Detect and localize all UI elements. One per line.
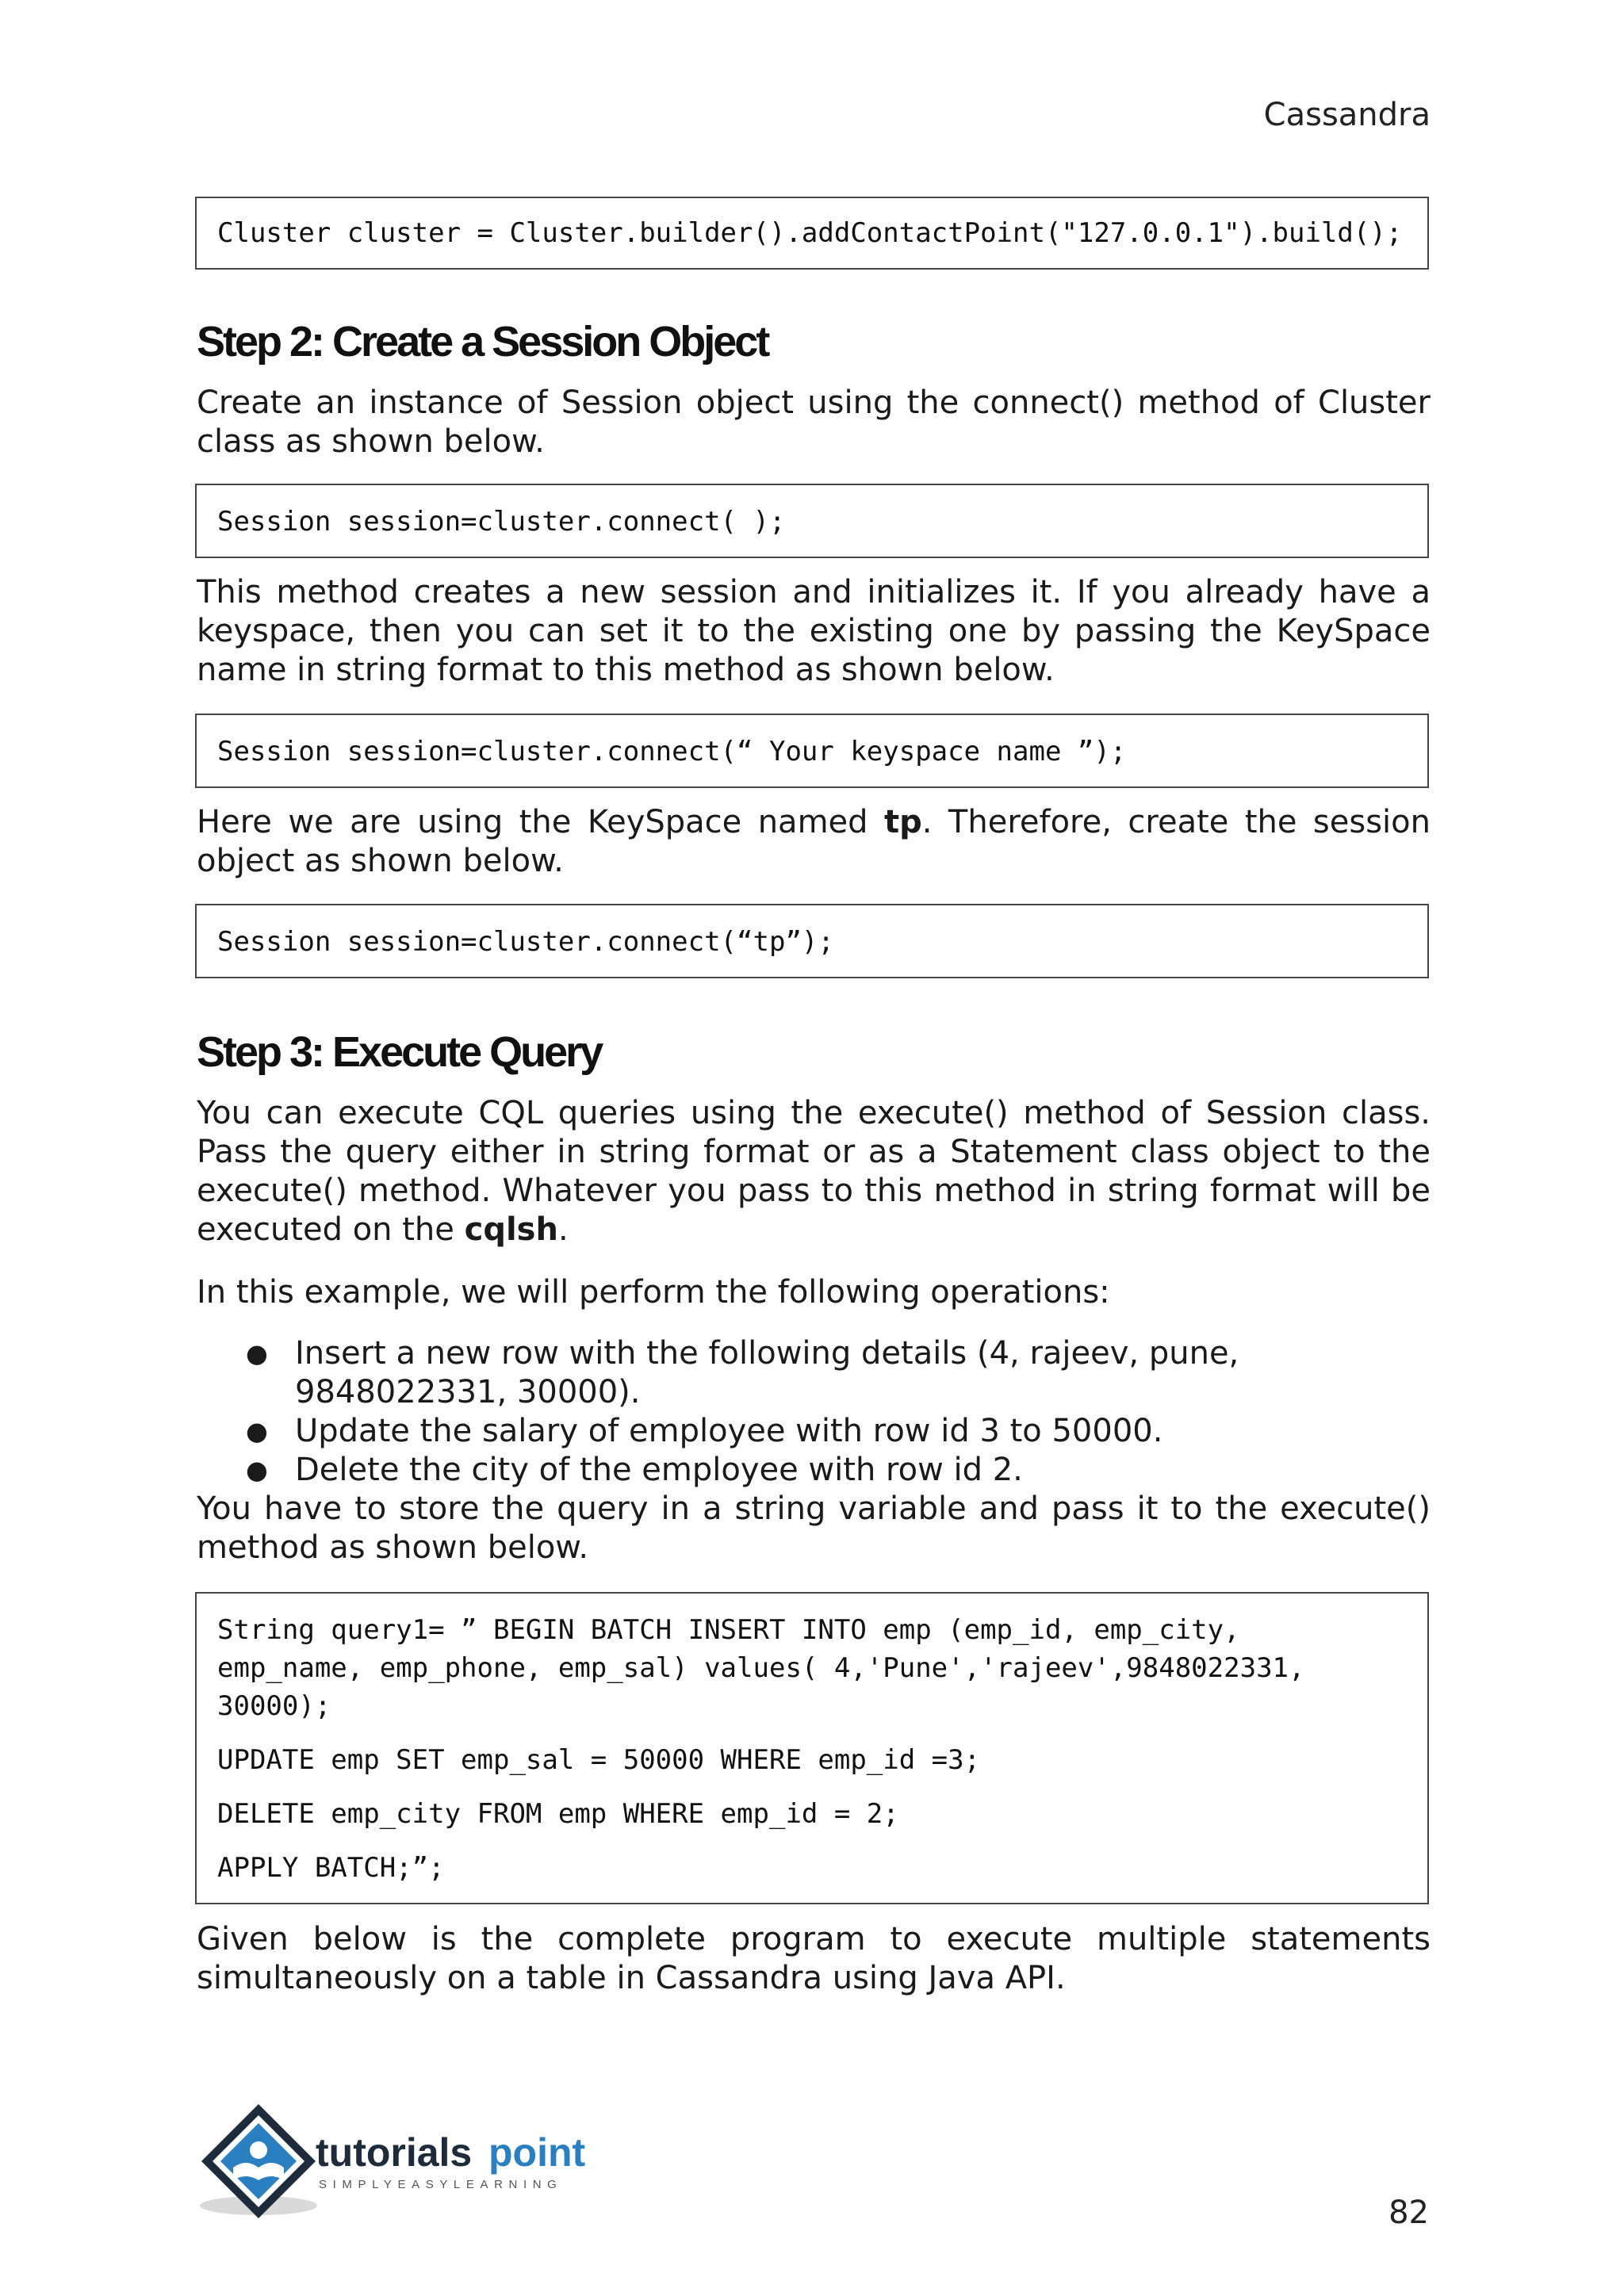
bullet-icon: ● xyxy=(246,1416,268,1446)
page-number: 82 xyxy=(1388,2195,1429,2231)
paragraph-keyspace xyxy=(197,803,1431,881)
code-block-session xyxy=(195,484,1429,558)
list-item-text: Update the salary of employee with row id 3 to 50000. xyxy=(295,1413,1163,1449)
code-block-cluster xyxy=(195,197,1429,270)
logo-word-tutorials: tutorials xyxy=(316,2130,473,2175)
code-line: Cluster cluster = Cluster.builder().addContactPoint("127.0.0.1").build(); xyxy=(217,217,1403,249)
operations-list xyxy=(197,1334,1431,1490)
code-line: Session session=cluster.connect(“tp”); xyxy=(217,926,834,958)
list-item-text: Delete the city of the employee with row id 2. xyxy=(295,1452,1023,1488)
step3-intro-text: You can execute CQL queries using the execute() method of Session class. Pass the query either in string format or as a Statement class object to the execute() method. Whatever you pass to this method in string format will be executed on the xyxy=(197,1095,1431,1248)
logo-head-icon xyxy=(250,2141,267,2159)
code-line: Session session=cluster.connect(“ Your keyspace name ”); xyxy=(217,736,1127,767)
paragraph-final: Given below is the complete program to execute multiple statements simultaneously on a table in Cassandra using Java API. xyxy=(197,1921,1431,1996)
list-item xyxy=(197,1412,1431,1451)
section-heading-step3: Step 3: Execute Query xyxy=(197,1028,602,1076)
paragraph-keyspace-text-end: . Therefore, create the session object as shown below. xyxy=(197,804,1431,879)
code-block-keyspace xyxy=(195,714,1429,788)
code-line: UPDATE emp SET emp_sal = 50000 WHERE emp_id =3; xyxy=(217,1744,981,1776)
paragraph-step2-intro: Create an instance of Session object using the connect() method of Cluster class as shown below. xyxy=(197,385,1431,460)
logo-word-point: point xyxy=(488,2130,586,2175)
code-line: DELETE emp_city FROM emp WHERE emp_id = 2; xyxy=(217,1798,899,1830)
cqlsh-term: cqlsh xyxy=(464,1211,558,1248)
list-item-text: Insert a new row with the following details (4, rajeev, pune, 9848022331, 30000). xyxy=(295,1335,1239,1410)
code-block-batch xyxy=(195,1592,1429,1904)
code-block-session-tp xyxy=(195,904,1429,978)
code-line: String query1= ” BEGIN BATCH INSERT INTO emp (emp_id, emp_city, xyxy=(217,1614,1240,1646)
code-line: 30000); xyxy=(217,1690,331,1722)
bullet-icon: ● xyxy=(246,1338,268,1368)
list-item xyxy=(197,1451,1431,1490)
keyspace-name: tp xyxy=(884,804,922,840)
bullet-icon: ● xyxy=(246,1455,268,1485)
section-heading-step2: Step 2: Create a Session Object xyxy=(197,318,768,365)
running-header: Cassandra xyxy=(1263,97,1431,133)
code-line: APPLY BATCH;”; xyxy=(217,1852,445,1884)
code-line: Session session=cluster.connect( ); xyxy=(217,506,786,538)
paragraph-keyspace-text: Here we are using the KeySpace named xyxy=(197,804,884,840)
paragraph-step3-intro xyxy=(197,1094,1431,1249)
step3-intro-end: . xyxy=(557,1211,569,1248)
logo-tagline: SIMPLYEASYLEARNING xyxy=(319,2178,563,2191)
list-item xyxy=(197,1334,1431,1412)
paragraph-store-query: You have to store the query in a string variable and pass it to the execute() method as shown below. xyxy=(197,1490,1431,1566)
paragraph-method: This method creates a new session and initializes it. If you already have a keyspace, then you can set it to the existing one by passing the KeySpace name in string format to this method as shown below. xyxy=(197,574,1431,688)
code-line: emp_name, emp_phone, emp_sal) values( 4,'Pune','rajeev',9848022331, xyxy=(217,1652,1305,1684)
tutorialspoint-logo xyxy=(195,2101,623,2220)
paragraph-example: In this example, we will perform the following operations: xyxy=(197,1274,1110,1311)
